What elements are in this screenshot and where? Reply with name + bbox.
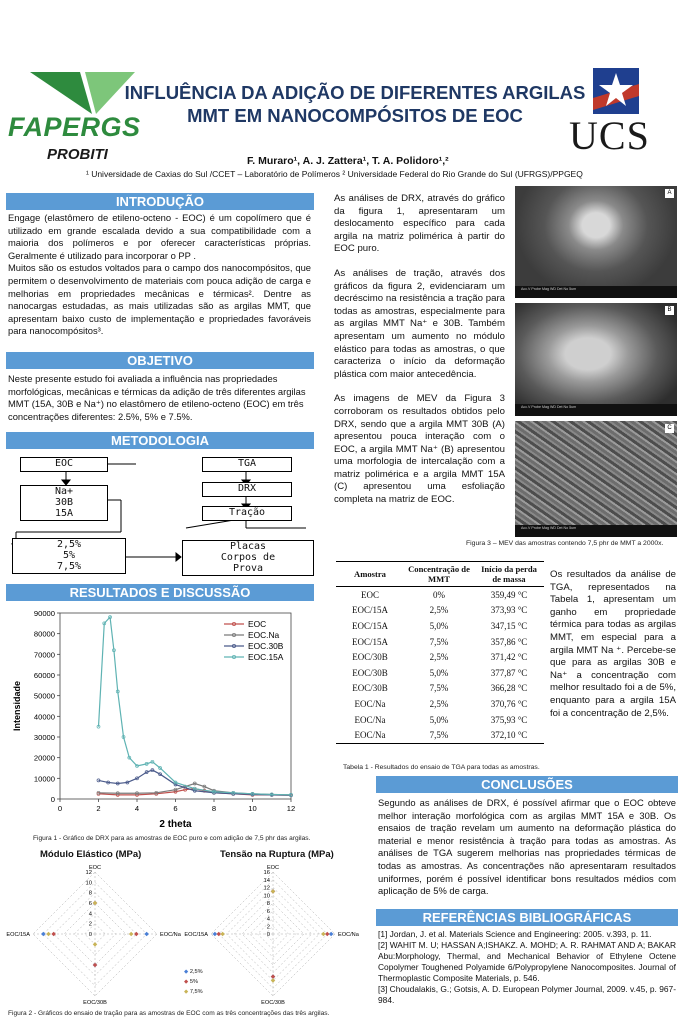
legend-label: EOC.15A: [248, 652, 284, 662]
x-tick-label: 6: [173, 804, 178, 813]
radar-tick-label: 10: [263, 893, 270, 900]
tga-table-cell: EOC/15A: [352, 620, 388, 631]
radar-tick-label: 4: [88, 911, 92, 918]
objetivo-text: Neste presente estudo foi avaliada a influência nas propriedades morfológicas, mecânicas e térmicas da adição de três diferentes argilas MMT (15A, 30B e Na⁺) no elastômero de etileno-octeno (EOC) em três concentrações diferentes: 2.5%, 5% e 7.5%.: [8, 373, 306, 422]
flow-box-placas: [182, 540, 314, 576]
x-tick-label: 0: [57, 804, 63, 813]
tga-table-cell: 359,49 °C: [490, 589, 528, 600]
tga-table-cell: 5,0%: [429, 714, 449, 725]
legend-label: EOC.30B: [248, 641, 284, 651]
tga-table-header-row: [336, 562, 544, 587]
x-axis-label: 2 theta: [159, 819, 192, 830]
flow-box-concentrations: [12, 538, 126, 574]
flow-box-tga: TGA: [202, 457, 292, 472]
tga-table-cell: EOC/30B: [352, 683, 388, 694]
y-tick-label: 40000: [33, 712, 55, 722]
tga-table-body: [336, 587, 544, 743]
tga-table-cell: 7,5%: [429, 636, 449, 647]
radar-legend-item: ◆ 5%: [184, 979, 198, 985]
y-tick-label: 0: [50, 795, 55, 804]
figure-3-caption: Figura 3 – MEV das amostras contendo 7,5 phr de MMT a 2000x.: [466, 540, 664, 547]
flow-placas-2: Prova: [232, 563, 264, 574]
radar-point: [46, 932, 51, 937]
radar-axis-label: EOC/Na: [338, 932, 359, 938]
radar-point: [144, 932, 149, 937]
introducao-text: [8, 212, 311, 338]
tga-table-cell: 7,5%: [429, 683, 449, 694]
tga-table-row: [336, 649, 544, 665]
flow-conc-0: 2,5%: [56, 539, 82, 550]
tga-table-cell: 357,86 °C: [490, 636, 528, 647]
flow-clay-2: 15A: [54, 508, 74, 519]
flow-conc-2: 7,5%: [56, 561, 82, 572]
radar-tick-label: 0: [88, 932, 92, 938]
introducao-heading: INTRODUÇÃO: [6, 193, 314, 210]
tga-table-row: [336, 603, 544, 619]
tga-table-cell: 366,28 °C: [490, 683, 528, 694]
tga-table-cell: 377,87 °C: [490, 667, 528, 678]
y-tick-label: 70000: [33, 650, 55, 660]
tga-table-row: [336, 681, 544, 697]
title-line-1: INFLUÊNCIA DA ADIÇÃO DE DIFERENTES ARGILAS: [124, 82, 586, 103]
radar-axis-label: EOC/Na: [160, 932, 181, 938]
tga-table-cell: EOC/15A: [352, 636, 388, 647]
radar-chart-modulo: [6, 862, 181, 1007]
tga-table-cell: 7,5%: [429, 730, 449, 741]
radar-point: [220, 932, 225, 937]
tga-table-cell: 371,42 °C: [490, 652, 528, 663]
mev-databar: Acc.V Probe Mag WD Det No 5um: [515, 525, 677, 537]
tga-table-cell: EOC/Na: [354, 714, 386, 725]
tga-discussion: Os resultados da análise de TGA, representados na Tabela 1, apresentam um ganho em propriedade térmica para todas as argilas MMT, em especial para a argila MMT Na ⁺. Percebe-se que para as argilas 30B e Na⁺ a concentração com melhor resultado foi a de 5%, enquanto para a argila 15A foi a concentração de 2,5%.: [550, 569, 676, 719]
introducao-p2: Muitos são os estudos voltados para o campo dos nanocompósitos, que permitem o desenvolvimento de materiais com pouca adição de carga e melhorias em propriedades mecânicas e térmicas². Dentre as nanocargas estudadas, as mais utilizadas são as argilas MMT, que apresentam baixo custo de implementação e propriedades favoráveis para nanocompósitos³.: [8, 262, 311, 337]
reference-item: [3] Choudalakis, G.; Gotsis, A. D. European Polymer Journal, 2009. v.45, p. 967-984.: [378, 984, 676, 1005]
tga-table-cell: 5,0%: [429, 667, 449, 678]
radar-tick-label: 6: [266, 908, 270, 915]
tga-table-cell: 370,76 °C: [490, 698, 528, 709]
y-tick-label: 90000: [33, 609, 55, 618]
figure-1-caption: Figura 1 - Gráfico de DRX para as amostras de EOC puro e com adição de 7,5 phr das argilas.: [33, 835, 311, 842]
x-tick-label: 10: [248, 804, 257, 813]
tga-table-cell: 347,15 °C: [490, 620, 528, 631]
referencias-heading: REFERÊNCIAS BIBLIOGRÁFICAS: [376, 909, 678, 926]
radar-point: [93, 942, 98, 947]
flow-box-drx: DRX: [202, 482, 292, 497]
flow-clay-0: Na+: [54, 486, 74, 497]
probiti-label: PROBITI: [47, 146, 108, 163]
tga-table-cell: EOC/30B: [352, 667, 388, 678]
radar-point: [325, 932, 330, 937]
ucs-logo: [567, 68, 672, 160]
y-tick-label: 30000: [33, 733, 55, 742]
radar-tick-label: 2: [88, 921, 92, 928]
radar-axis-label: EOC/15A: [184, 932, 208, 938]
tga-table-row: [336, 665, 544, 681]
affiliations: ¹ Universidade de Caxias do Sul /CCET – Laboratório de Polímeros ² Universidade Federal do Rio Grande do Sul (UFRGS)/PPGEQ: [86, 169, 583, 179]
y-tick-label: 20000: [33, 753, 55, 763]
mev-label-b: B: [665, 306, 674, 315]
tga-table-row: [336, 696, 544, 712]
tga-table-cell: 373,93 °C: [490, 605, 528, 616]
radar-tick-label: 8: [266, 901, 270, 907]
radar-legend: [184, 967, 203, 997]
tga-table-cell: 2,5%: [429, 652, 449, 663]
conclusoes-heading: CONCLUSÕES: [376, 776, 678, 793]
mev-image-c: [515, 421, 677, 537]
radar-tick-label: 12: [85, 870, 92, 876]
reference-item: [2] WAHIT M. U; HASSAN A;ISHAKZ. A. MOHD; A. R. RAHMAT AND A; BAKAR Abu:Morphology, Thermal, and Mechanical Behavior of Ethylene Octene Copolymer Toughened Polyamide 6/Polypropylene Nanocomposites. Journal of Thermoplastic Composite Materials, p. 546.: [378, 940, 676, 983]
radar-axis-label: EOC/15A: [6, 932, 30, 938]
radar-point: [329, 932, 334, 937]
tga-table-cell: 2,5%: [429, 698, 449, 709]
y-tick-label: 60000: [33, 671, 55, 680]
tga-table-cell: 0%: [433, 589, 445, 600]
tga-table-cell: 2,5%: [429, 605, 449, 616]
methodology-flowchart: [6, 452, 316, 582]
tga-col-amostra: Amostra: [336, 562, 404, 587]
radar-point: [213, 932, 218, 937]
authors: F. Muraro¹, A. J. Zattera¹, T. A. Polidoro¹,²: [247, 155, 449, 167]
tga-table-row: [336, 727, 544, 743]
tga-table-cell: 375,93 °C: [490, 714, 528, 725]
ucs-star-emblem-icon: [593, 68, 639, 114]
flow-box-clays: [20, 485, 108, 521]
flow-placas-0: Placas: [229, 541, 267, 552]
radar-tick-label: 2: [266, 924, 270, 931]
tga-col-concentracao: Concentração de MMT: [404, 562, 474, 587]
reference-item: [1] Jordan, J. et al. Materials Science and Engineering: 2005. v.393, p. 11.: [378, 929, 652, 939]
tga-table-row: [336, 618, 544, 634]
mev-image-a: [515, 186, 677, 298]
tga-table-row: [336, 634, 544, 650]
flow-placas-1: Corpos de: [220, 552, 276, 563]
drx-discussion-p1: As análises de DRX, através do gráfico da figura 1, apresentaram um deslocamento específico para cada argila na matriz polimérica à partir do EOC puro.: [334, 193, 505, 255]
x-tick-label: 8: [211, 804, 217, 813]
metodologia-heading: METODOLOGIA: [6, 432, 314, 449]
tga-table-row: [336, 587, 544, 603]
flow-box-eoc: EOC: [20, 457, 108, 472]
radar-point: [321, 932, 326, 937]
radar-tick-label: 10: [85, 880, 92, 887]
mev-databar: Acc.V Probe Mag WD Det No 5um: [515, 286, 677, 298]
radar-tick-label: 0: [266, 932, 270, 938]
radar-axis-label: EOC/30B: [83, 1000, 107, 1006]
x-tick-label: 2: [96, 804, 101, 813]
radar-tick-label: 16: [263, 870, 270, 876]
legend-label: EOC: [248, 619, 267, 629]
radar-axis-label: EOC/30B: [261, 1000, 285, 1006]
series-line-eoc-30b: [99, 770, 292, 795]
radar-chart-tensao: [184, 862, 359, 1007]
radar-tick-label: 4: [266, 916, 270, 923]
radar-point: [129, 932, 134, 937]
page-title: [120, 81, 590, 127]
ucs-wordmark: UCS: [569, 113, 650, 158]
y-tick-label: 80000: [33, 629, 55, 639]
y-axis-label: Intensidade: [12, 680, 22, 732]
radar-tick-label: 6: [88, 901, 92, 907]
x-tick-label: 4: [134, 804, 140, 813]
flow-conc-1: 5%: [62, 550, 76, 561]
tga-table-cell: EOC/Na: [354, 698, 386, 709]
radar-legend-item: ◆ 2,5%: [184, 969, 203, 975]
tga-table-cell: EOC/Na: [354, 730, 386, 741]
y-tick-label: 10000: [33, 774, 55, 784]
flow-clay-1: 30B: [54, 497, 74, 508]
legend-label: EOC.Na: [248, 630, 280, 640]
mev-image-b: [515, 303, 677, 416]
radar-tick-label: 14: [263, 877, 270, 884]
tga-table: [336, 562, 544, 743]
tga-table-cell: EOC/30B: [352, 652, 388, 663]
drx-line-chart: [8, 603, 308, 835]
radar-tick-label: 8: [88, 890, 92, 897]
title-line-2: MMT EM NANOCOMPÓSITOS DE EOC: [187, 105, 523, 126]
drx-discussion-p2: As análises de tração, através dos gráficos da figura 2, evidenciaram um decréscimo na resistência a tração para todas as amostras, especialmente para as argilas MMT Na⁺ e 30B. Também apresentam um aumento no módulo elástico para todas as amostras, o que caracteriza o início da deformação plástica com maior antecedência.: [334, 267, 505, 380]
referencias-list: [378, 929, 676, 1006]
radar-title-tensao: Tensão na Ruptura (MPa): [220, 849, 334, 860]
flow-box-tracao: Tração: [202, 506, 292, 521]
tga-table-cell: EOC/15A: [352, 605, 388, 616]
tga-table-wrap: [336, 561, 544, 744]
tga-table-cell: 372,10 °C: [490, 730, 528, 741]
radar-tick-label: 12: [263, 885, 270, 892]
radar-legend-item: ◆ 7,5%: [184, 989, 203, 995]
fapergs-wordmark: FAPERGS: [8, 112, 141, 142]
radar-title-modulo: Módulo Elástico (MPa): [40, 849, 142, 860]
radar-axis-label: EOC: [266, 865, 280, 871]
table-1-caption: Tabela 1 - Resultados do ensaio de TGA para todas as amostras.: [343, 764, 540, 771]
drx-discussion: [334, 193, 505, 507]
x-tick-label: 12: [286, 804, 296, 813]
figure-2-caption: Figura 2 - Gráficos do ensaio de tração para as amostras de EOC com as três concentrações das três argilas.: [8, 1010, 330, 1017]
resultados-heading: RESULTADOS E DISCUSSÃO: [6, 584, 314, 601]
tga-table-cell: EOC: [361, 589, 379, 600]
conclusoes-text: Segundo as análises de DRX, é possível afirmar que o EOC obteve melhor interação morfológica com as argilas MMT 15A e 30B. Os ensaios de tração revelam um aumento na deformação plástica do material e menor resistência à tração para todas as amostras. As análises de TGA sugerem melhorias nas propriedades térmicas de todas as amostras. As concentrações não apresentaram resultados uniformes, porém é possível identificar bons resultados médios com aplicação de 5% de carga.: [378, 797, 676, 897]
tga-table-cell: 5,0%: [429, 620, 449, 631]
mev-label-c: C: [665, 424, 674, 433]
objetivo-heading: OBJETIVO: [6, 352, 314, 369]
radar-point: [271, 974, 276, 979]
radar-axis-label: EOC: [88, 865, 102, 871]
tga-col-inicio: Início da perda de massa: [474, 562, 544, 587]
mev-databar: Acc.V Probe Mag WD Det No 5um: [515, 404, 677, 416]
drx-discussion-p3: As imagens de MEV da Figura 3 corroboram os resultados obtidos pelo DRX, sendo que a argila MMT 30B (A) apresentou pouca interação com o EOC, a argila MMT Na⁺ (B) apresentou uma morfologia de intercalação com a matriz polimérica e a argila MMT 15A (C) apresentou uma esfoliação completa na matriz de EOC.: [334, 393, 505, 506]
mev-label-a: A: [665, 189, 674, 198]
radar-point: [271, 889, 276, 894]
tga-table-row: [336, 712, 544, 728]
y-tick-label: 50000: [33, 691, 55, 701]
introducao-p1: Engage (elastômero de etileno-octeno - EOC) é um copolímero que é utilizado em grande escalada devido a sua compatibilidade com a maioria dos polímeros e por oferecer características próprias. Geralmente é utilizado para incorporar o PP .: [8, 212, 311, 261]
